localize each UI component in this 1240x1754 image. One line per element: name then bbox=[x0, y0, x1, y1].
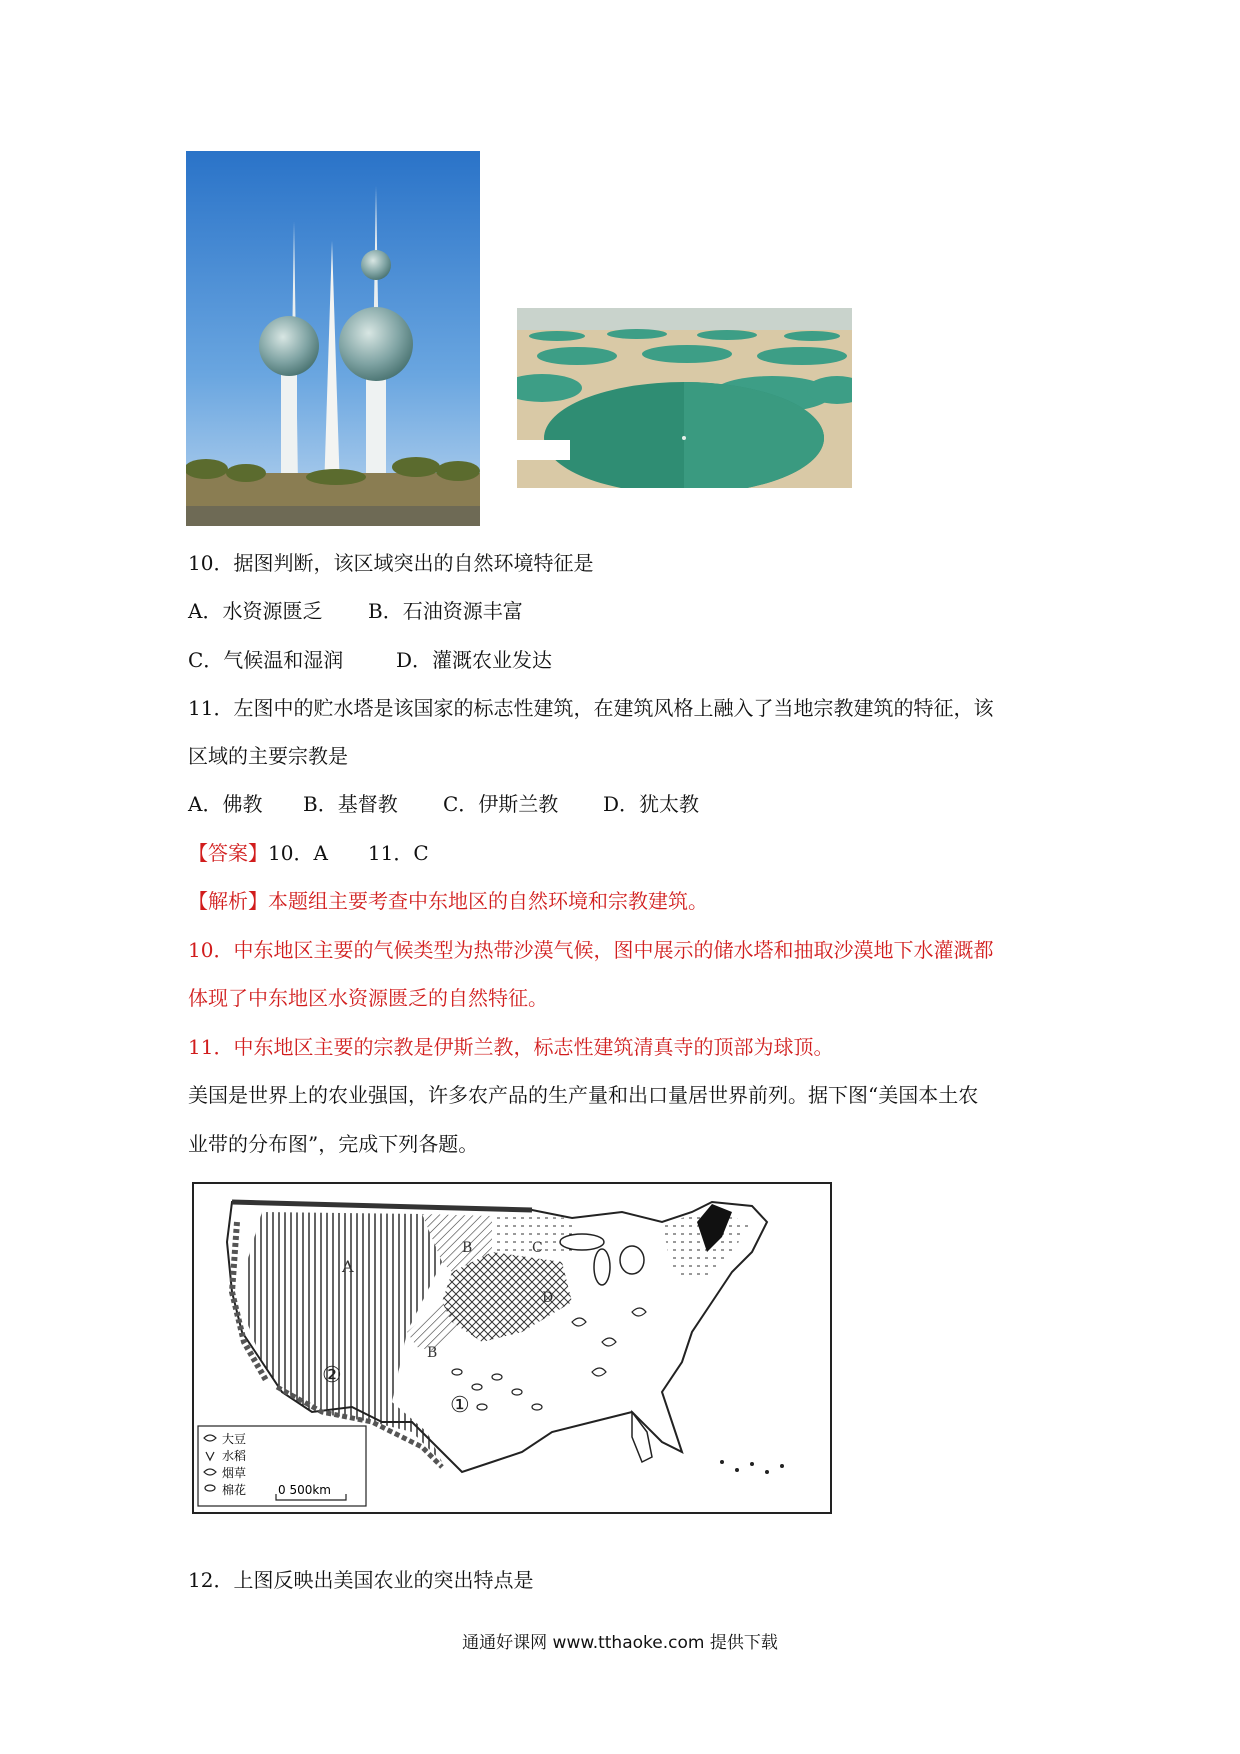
map-label-1: ① bbox=[450, 1393, 470, 1418]
q11-stem-line2: 区域的主要宗教是 bbox=[188, 744, 348, 768]
q10-options-row1 bbox=[188, 597, 523, 625]
map-label-b1: B bbox=[462, 1240, 473, 1256]
intro-line2: 业带的分布图”，完成下列各题。 bbox=[188, 1132, 479, 1156]
analysis-text: 本题组主要考查中东地区的自然环境和宗教建筑。 bbox=[268, 889, 708, 913]
legend-tobacco: 烟草 bbox=[222, 1466, 247, 1480]
legend-soybean: 大豆 bbox=[222, 1432, 247, 1446]
answer-tag: 【答案】 bbox=[188, 841, 268, 865]
q10-option-d: D．灌溉农业发达 bbox=[396, 648, 553, 672]
q10-options-row2 bbox=[188, 646, 552, 674]
analysis-p10-line2: 体现了中东地区水资源匮乏的自然特征。 bbox=[188, 986, 548, 1010]
q10-option-c: C．气候温和湿润 bbox=[188, 648, 344, 672]
q11-option-c: C．伊斯兰教 bbox=[443, 792, 559, 816]
map-label-d: D bbox=[542, 1290, 554, 1306]
page-footer: 通通好课网 www.tthaoke.com 提供下载 bbox=[462, 1633, 778, 1653]
cotton-icon bbox=[205, 1485, 215, 1491]
photo-gap-patch bbox=[480, 440, 570, 460]
soybean-icon bbox=[204, 1435, 216, 1441]
legend-cotton: 棉花 bbox=[222, 1483, 247, 1497]
map-label-b2: B bbox=[427, 1345, 438, 1361]
irrigation-circles-photo bbox=[517, 308, 852, 488]
intro-line1: 美国是世界上的农业强国，许多农产品的生产量和出口量居世界前列。据下图“美国本土农 bbox=[188, 1083, 979, 1107]
scale-label: 0 500km bbox=[278, 1483, 331, 1497]
q12-stem: 12．上图反映出美国农业的突出特点是 bbox=[188, 1568, 534, 1592]
analysis-tag: 【解析】 bbox=[188, 889, 268, 913]
analysis-p11: 11．中东地区主要的宗教是伊斯兰教，标志性建筑清真寺的顶部为球顶。 bbox=[188, 1035, 834, 1059]
q11-options bbox=[188, 790, 699, 818]
q10-option-b: B．石油资源丰富 bbox=[368, 599, 523, 623]
q11-stem-line1: 11．左图中的贮水塔是该国家的标志性建筑，在建筑风格上融入了当地宗教建筑的特征，该 bbox=[188, 696, 994, 720]
us-agriculture-map bbox=[192, 1182, 832, 1514]
map-label-a: A bbox=[342, 1257, 354, 1276]
q11-option-b: B．基督教 bbox=[303, 792, 398, 816]
q11-option-a: A．佛教 bbox=[188, 792, 263, 816]
answer-line bbox=[188, 839, 429, 867]
analysis-line bbox=[188, 887, 708, 915]
q10-option-a: A．水资源匮乏 bbox=[188, 599, 323, 623]
q10-stem: 10．据图判断，该区域突出的自然环境特征是 bbox=[188, 551, 594, 575]
map-label-c: C bbox=[532, 1240, 543, 1256]
answer-text: 10．A 11．C bbox=[268, 841, 429, 865]
kuwait-towers-photo bbox=[186, 151, 480, 526]
legend-rice: 水稻 bbox=[222, 1449, 247, 1463]
map-label-2: ② bbox=[322, 1363, 342, 1388]
q11-option-d: D．犹太教 bbox=[603, 792, 700, 816]
analysis-p10-line1: 10．中东地区主要的气候类型为热带沙漠气候，图中展示的储水塔和抽取沙漠地下水灌溉都 bbox=[188, 938, 994, 962]
tobacco-icon bbox=[204, 1469, 216, 1475]
